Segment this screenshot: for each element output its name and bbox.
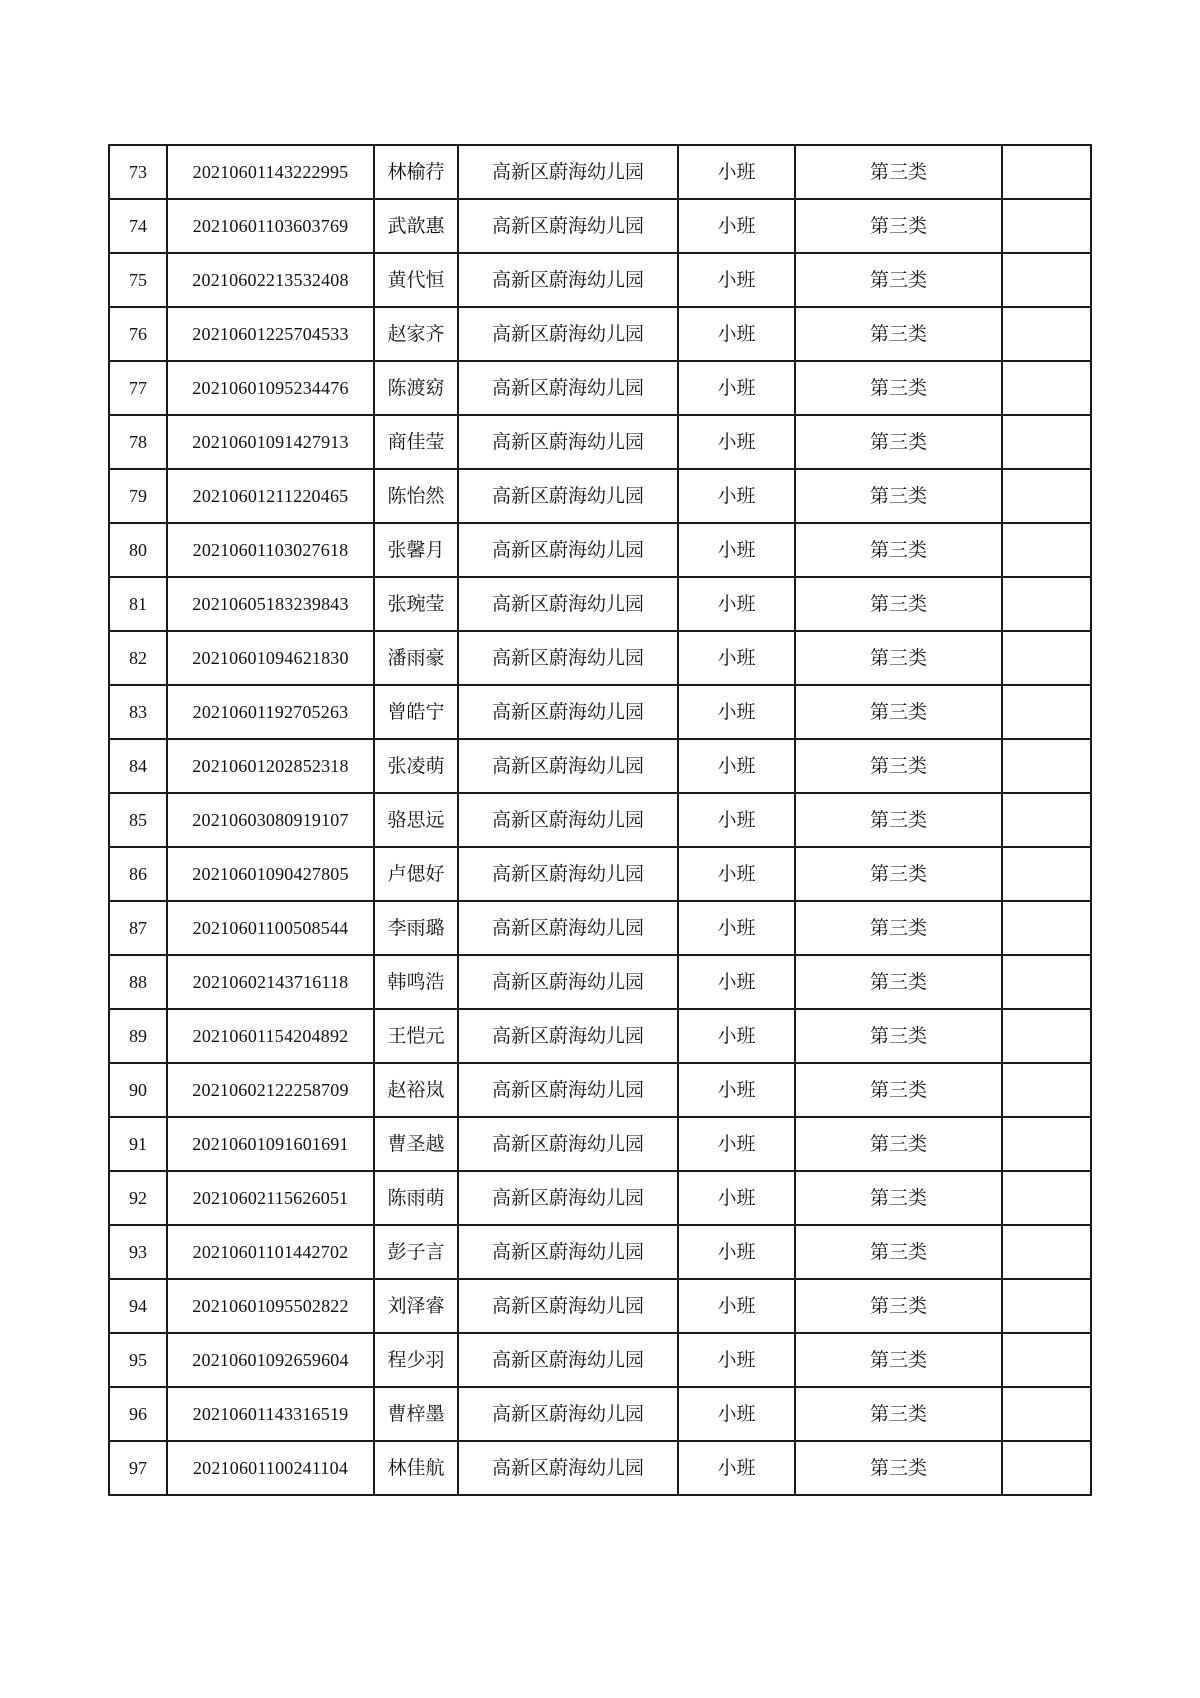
class-level: 小班 [678,901,795,955]
kindergarten-name: 高新区蔚海幼儿园 [458,1225,678,1279]
table-row [109,145,1091,199]
registration-id: 20210601154204892 [167,1009,374,1063]
registration-id: 20210603080919107 [167,793,374,847]
child-name: 潘雨豪 [374,631,458,685]
table-row [109,1171,1091,1225]
table-row [109,307,1091,361]
row-number: 83 [109,685,167,739]
admission-category: 第三类 [795,1333,1002,1387]
child-name: 程少羽 [374,1333,458,1387]
kindergarten-name: 高新区蔚海幼儿园 [458,1387,678,1441]
registration-id: 20210601143222995 [167,145,374,199]
remarks-cell [1002,1387,1091,1441]
admission-category: 第三类 [795,1009,1002,1063]
class-level: 小班 [678,1441,795,1495]
kindergarten-name: 高新区蔚海幼儿园 [458,307,678,361]
class-level: 小班 [678,145,795,199]
remarks-cell [1002,1279,1091,1333]
kindergarten-name: 高新区蔚海幼儿园 [458,1441,678,1495]
admission-category: 第三类 [795,145,1002,199]
admission-category: 第三类 [795,577,1002,631]
admission-category: 第三类 [795,955,1002,1009]
table-row [109,199,1091,253]
child-name: 张馨月 [374,523,458,577]
row-number: 79 [109,469,167,523]
class-level: 小班 [678,523,795,577]
registration-id: 20210605183239843 [167,577,374,631]
remarks-cell [1002,1225,1091,1279]
class-level: 小班 [678,1279,795,1333]
child-name: 王恺元 [374,1009,458,1063]
kindergarten-name: 高新区蔚海幼儿园 [458,145,678,199]
kindergarten-name: 高新区蔚海幼儿园 [458,361,678,415]
remarks-cell [1002,1171,1091,1225]
registration-id: 20210601100508544 [167,901,374,955]
kindergarten-name: 高新区蔚海幼儿园 [458,253,678,307]
row-number: 93 [109,1225,167,1279]
class-level: 小班 [678,253,795,307]
kindergarten-name: 高新区蔚海幼儿园 [458,793,678,847]
table-row [109,1333,1091,1387]
row-number: 77 [109,361,167,415]
child-name: 陈怡然 [374,469,458,523]
row-number: 84 [109,739,167,793]
remarks-cell [1002,577,1091,631]
remarks-cell [1002,631,1091,685]
admission-category: 第三类 [795,523,1002,577]
admission-category: 第三类 [795,739,1002,793]
registration-id: 20210601092659604 [167,1333,374,1387]
admission-category: 第三类 [795,469,1002,523]
row-number: 94 [109,1279,167,1333]
child-name: 陈雨萌 [374,1171,458,1225]
row-number: 91 [109,1117,167,1171]
child-name: 卢偲好 [374,847,458,901]
child-name: 赵家齐 [374,307,458,361]
table-row [109,469,1091,523]
row-number: 82 [109,631,167,685]
registration-id: 20210601103603769 [167,199,374,253]
roster-body [109,145,1091,1495]
kindergarten-name: 高新区蔚海幼儿园 [458,631,678,685]
kindergarten-name: 高新区蔚海幼儿园 [458,739,678,793]
remarks-cell [1002,1063,1091,1117]
row-number: 89 [109,1009,167,1063]
admission-category: 第三类 [795,1441,1002,1495]
registration-id: 20210601192705263 [167,685,374,739]
class-level: 小班 [678,1171,795,1225]
admission-category: 第三类 [795,361,1002,415]
row-number: 74 [109,199,167,253]
kindergarten-name: 高新区蔚海幼儿园 [458,469,678,523]
table-row [109,415,1091,469]
kindergarten-name: 高新区蔚海幼儿园 [458,199,678,253]
child-name: 林榆荇 [374,145,458,199]
admission-category: 第三类 [795,901,1002,955]
registration-id: 20210601202852318 [167,739,374,793]
remarks-cell [1002,901,1091,955]
row-number: 88 [109,955,167,1009]
class-level: 小班 [678,1117,795,1171]
kindergarten-name: 高新区蔚海幼儿园 [458,577,678,631]
roster-table [108,144,1092,1496]
remarks-cell [1002,739,1091,793]
row-number: 78 [109,415,167,469]
table-row [109,955,1091,1009]
kindergarten-name: 高新区蔚海幼儿园 [458,523,678,577]
admission-category: 第三类 [795,1117,1002,1171]
child-name: 武歆惠 [374,199,458,253]
registration-id: 20210601100241104 [167,1441,374,1495]
child-name: 刘泽睿 [374,1279,458,1333]
class-level: 小班 [678,1387,795,1441]
class-level: 小班 [678,955,795,1009]
row-number: 90 [109,1063,167,1117]
class-level: 小班 [678,631,795,685]
admission-category: 第三类 [795,685,1002,739]
kindergarten-name: 高新区蔚海幼儿园 [458,847,678,901]
remarks-cell [1002,955,1091,1009]
class-level: 小班 [678,685,795,739]
registration-id: 20210601211220465 [167,469,374,523]
registration-id: 20210601095502822 [167,1279,374,1333]
table-row [109,847,1091,901]
child-name: 黄代恒 [374,253,458,307]
child-name: 曾皓宁 [374,685,458,739]
table-row [109,523,1091,577]
remarks-cell [1002,307,1091,361]
row-number: 96 [109,1387,167,1441]
kindergarten-name: 高新区蔚海幼儿园 [458,685,678,739]
table-row [109,1279,1091,1333]
child-name: 林佳航 [374,1441,458,1495]
admission-category: 第三类 [795,307,1002,361]
remarks-cell [1002,793,1091,847]
remarks-cell [1002,415,1091,469]
row-number: 85 [109,793,167,847]
child-name: 李雨璐 [374,901,458,955]
kindergarten-name: 高新区蔚海幼儿园 [458,1333,678,1387]
table-row [109,631,1091,685]
table-row [109,1009,1091,1063]
table-row [109,901,1091,955]
row-number: 81 [109,577,167,631]
class-level: 小班 [678,415,795,469]
kindergarten-name: 高新区蔚海幼儿园 [458,1171,678,1225]
registration-id: 20210601225704533 [167,307,374,361]
table-row [109,1387,1091,1441]
class-level: 小班 [678,361,795,415]
row-number: 76 [109,307,167,361]
registration-id: 20210602115626051 [167,1171,374,1225]
admission-category: 第三类 [795,1387,1002,1441]
remarks-cell [1002,685,1091,739]
table-row [109,1441,1091,1495]
admission-category: 第三类 [795,253,1002,307]
table-row [109,1225,1091,1279]
kindergarten-name: 高新区蔚海幼儿园 [458,1279,678,1333]
class-level: 小班 [678,307,795,361]
table-row [109,577,1091,631]
admission-category: 第三类 [795,631,1002,685]
registration-id: 20210601090427805 [167,847,374,901]
kindergarten-name: 高新区蔚海幼儿园 [458,1009,678,1063]
child-name: 曹圣越 [374,1117,458,1171]
admission-category: 第三类 [795,793,1002,847]
table-row [109,739,1091,793]
registration-id: 20210602213532408 [167,253,374,307]
registration-id: 20210602122258709 [167,1063,374,1117]
kindergarten-name: 高新区蔚海幼儿园 [458,1117,678,1171]
row-number: 87 [109,901,167,955]
remarks-cell [1002,253,1091,307]
class-level: 小班 [678,1009,795,1063]
remarks-cell [1002,523,1091,577]
admission-category: 第三类 [795,1225,1002,1279]
row-number: 95 [109,1333,167,1387]
admission-category: 第三类 [795,1171,1002,1225]
remarks-cell [1002,1009,1091,1063]
child-name: 赵裕岚 [374,1063,458,1117]
class-level: 小班 [678,1063,795,1117]
remarks-cell [1002,1333,1091,1387]
registration-id: 20210601094621830 [167,631,374,685]
row-number: 80 [109,523,167,577]
class-level: 小班 [678,739,795,793]
child-name: 彭子言 [374,1225,458,1279]
class-level: 小班 [678,1333,795,1387]
remarks-cell [1002,1117,1091,1171]
admission-category: 第三类 [795,199,1002,253]
kindergarten-name: 高新区蔚海幼儿园 [458,1063,678,1117]
remarks-cell [1002,361,1091,415]
class-level: 小班 [678,469,795,523]
table-row [109,685,1091,739]
remarks-cell [1002,145,1091,199]
class-level: 小班 [678,1225,795,1279]
table-row [109,1117,1091,1171]
row-number: 97 [109,1441,167,1495]
class-level: 小班 [678,847,795,901]
admission-category: 第三类 [795,847,1002,901]
table-row [109,361,1091,415]
remarks-cell [1002,199,1091,253]
child-name: 陈渡窈 [374,361,458,415]
registration-id: 20210601103027618 [167,523,374,577]
class-level: 小班 [678,199,795,253]
remarks-cell [1002,1441,1091,1495]
kindergarten-name: 高新区蔚海幼儿园 [458,415,678,469]
registration-id: 20210601101442702 [167,1225,374,1279]
row-number: 92 [109,1171,167,1225]
registration-id: 20210601143316519 [167,1387,374,1441]
remarks-cell [1002,847,1091,901]
row-number: 75 [109,253,167,307]
admission-category: 第三类 [795,1063,1002,1117]
child-name: 骆思远 [374,793,458,847]
registration-id: 20210602143716118 [167,955,374,1009]
registration-id: 20210601095234476 [167,361,374,415]
child-name: 曹梓墨 [374,1387,458,1441]
kindergarten-name: 高新区蔚海幼儿园 [458,901,678,955]
class-level: 小班 [678,577,795,631]
child-name: 商佳莹 [374,415,458,469]
remarks-cell [1002,469,1091,523]
child-name: 张琬莹 [374,577,458,631]
kindergarten-name: 高新区蔚海幼儿园 [458,955,678,1009]
registration-id: 20210601091601691 [167,1117,374,1171]
row-number: 73 [109,145,167,199]
admission-category: 第三类 [795,415,1002,469]
row-number: 86 [109,847,167,901]
admission-category: 第三类 [795,1279,1002,1333]
child-name: 张凌萌 [374,739,458,793]
child-name: 韩鸣浩 [374,955,458,1009]
table-row [109,793,1091,847]
table-row [109,253,1091,307]
table-row [109,1063,1091,1117]
registration-id: 20210601091427913 [167,415,374,469]
class-level: 小班 [678,793,795,847]
